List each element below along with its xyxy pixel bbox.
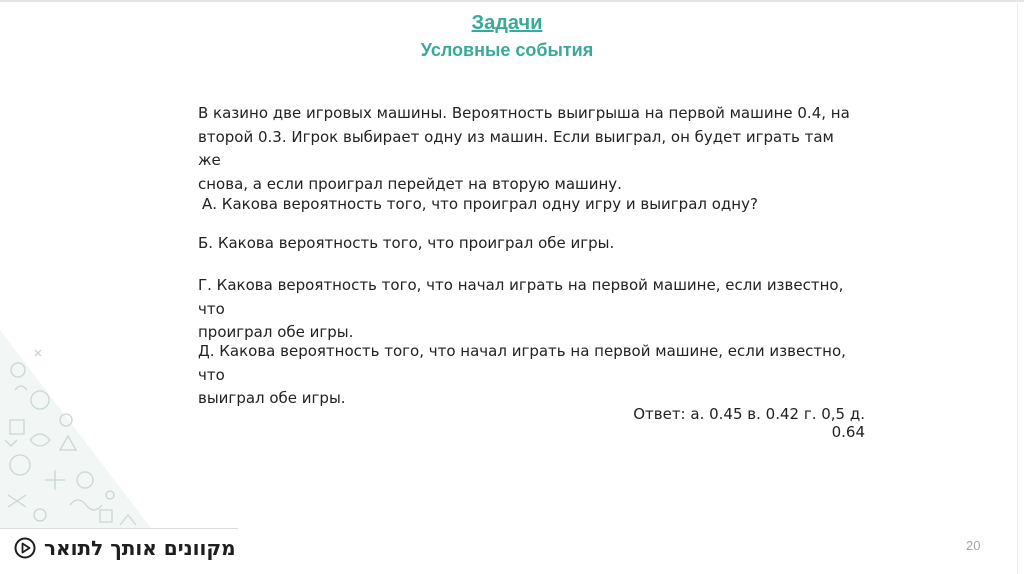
question-g [198,274,858,345]
question-line: выиграл обе игры. [198,389,346,407]
problem-line: второй 0.3. Игрок выбирает одну из машин. Если выиграл, он будет играть там же [198,127,834,169]
slide-title: Задачи [471,12,543,34]
brand-logo [0,528,238,567]
logo-text: מקוונים אותך לתואר [44,536,236,560]
question-d [198,340,858,411]
question-b [198,232,858,256]
slide-subtitle: Условные события [420,40,594,60]
problem-line: В казино две игровых машины. Вероятность выигрыша на первой машине 0.4, на [198,104,850,122]
play-circle-icon [14,537,36,559]
question-line: Б. Какова вероятность того, что проиграл обе игры. [198,234,615,252]
question-a [202,193,862,217]
question-line: А. Какова вероятность того, что проиграл одну игру и выиграл одну? [202,195,758,213]
problem-line: снова, а если проиграл перейдет на вторую машину. [198,174,622,193]
answer-text: Ответ: а. 0.45 в. 0.42 г. 0,5 д. 0.64 [633,405,865,441]
slide-top-border [0,0,1024,2]
decorative-doodle-pattern [0,330,160,540]
question-line: проиграл обе игры. [198,323,354,341]
question-line: Д. Какова вероятность того, что начал играть на первой машине, если известно, что [198,342,846,384]
slide-right-edge [1017,0,1018,574]
problem-statement [198,102,858,196]
question-line: Г. Какова вероятность того, что начал играть на первой машине, если известно, что [198,276,844,318]
page-number: 20 [966,538,981,553]
